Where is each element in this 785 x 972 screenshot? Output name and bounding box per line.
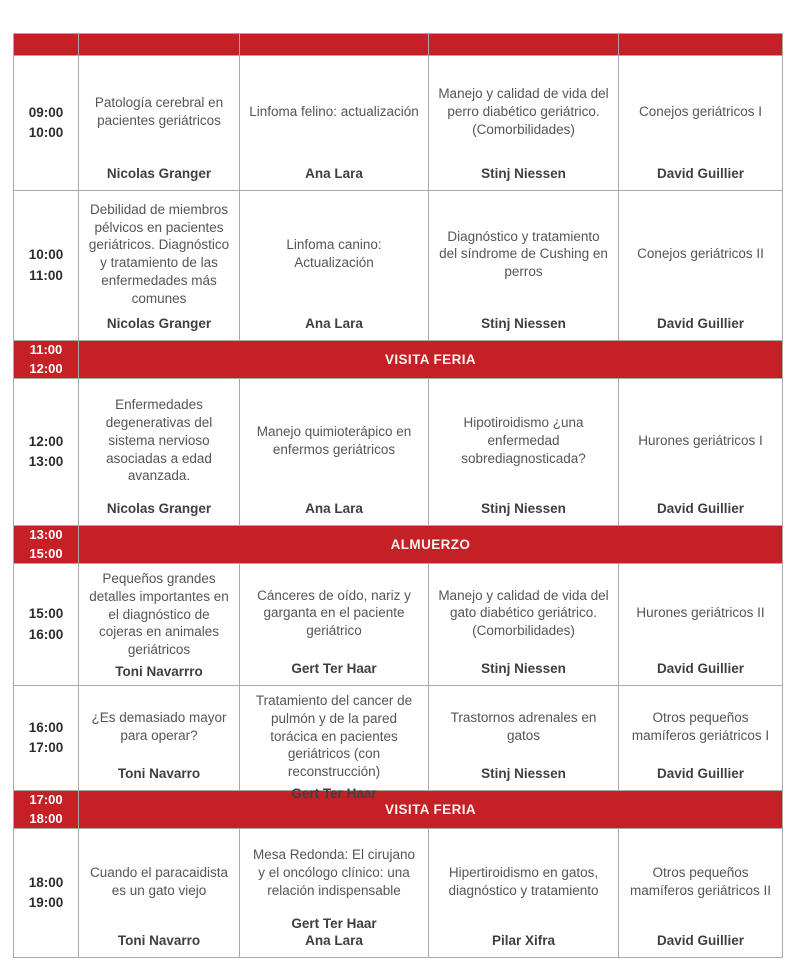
- time-text: 12:00: [29, 360, 63, 376]
- banner-row: [14, 341, 783, 379]
- session-title: Manejo y calidad de vida del gato diabético geriátrico. (Comorbilidades): [438, 587, 609, 639]
- session-cell: [240, 564, 429, 686]
- time-slot: [14, 791, 79, 829]
- session-cell-content: [79, 191, 239, 340]
- session-cell-content: [79, 829, 239, 957]
- session-cell-content: [619, 829, 782, 957]
- session-title-area: [429, 191, 618, 313]
- time-text: 16:00: [28, 719, 64, 735]
- speaker-name: Stinj Niessen: [481, 766, 566, 782]
- session-title: Cánceres de oído, nariz y garganta en el paciente geriátrico: [257, 587, 411, 639]
- session-cell-content: [79, 564, 239, 685]
- session-cell: [429, 379, 619, 526]
- session-speakers: [429, 313, 618, 340]
- session-title: Manejo y calidad de vida del perro diabético geriátrico. (Comorbilidades): [438, 86, 609, 137]
- schedule-table: [13, 33, 783, 958]
- speaker-name: Nicolas Granger: [106, 316, 212, 332]
- speaker-name: Gert Ter Haar: [291, 915, 377, 931]
- time-text: 19:00: [28, 895, 64, 910]
- session-cell-content: [240, 686, 428, 802]
- session-title-area: [429, 564, 618, 658]
- speaker-name: Stinj Niessen: [481, 166, 566, 182]
- session-speakers: [429, 163, 618, 190]
- speaker-name: Stinj Niessen: [481, 316, 566, 332]
- speaker-name: Nicolas Granger: [106, 501, 212, 517]
- session-speakers: [619, 658, 782, 685]
- time-slot: [14, 379, 79, 526]
- session-cell: [79, 191, 240, 341]
- speaker-name: David Guillier: [656, 933, 745, 949]
- session-cell: [619, 829, 783, 958]
- session-cell-content: [79, 56, 239, 190]
- session-cell: [79, 829, 240, 958]
- session-cell: [619, 379, 783, 526]
- session-speakers: [79, 763, 239, 790]
- session-cell: [429, 686, 619, 791]
- time-text: 11:00: [29, 342, 63, 358]
- time-text: 10:00: [28, 247, 64, 263]
- session-title: Linfoma canino: Actualización: [286, 237, 382, 271]
- header-cell-time: [14, 34, 79, 56]
- session-speakers: [79, 930, 239, 957]
- banner-label: ALMUERZO: [79, 526, 783, 564]
- session-title-area: [240, 56, 428, 163]
- time-text: 13:00: [29, 527, 63, 543]
- session-title: Tratamiento del cancer de pulmón y de la pared torácica en pacientes geriátricos (con reconstrucción): [255, 693, 413, 780]
- session-cell: [429, 564, 619, 686]
- session-speakers: [79, 163, 239, 190]
- header-cell-track-4: [619, 34, 783, 56]
- session-title: Manejo quimioterápico en enfermos geriátricos: [256, 423, 412, 457]
- session-speakers: [429, 498, 618, 525]
- session-title-area: [619, 191, 782, 313]
- session-cell-content: [619, 191, 782, 340]
- session-cell-content: [240, 379, 428, 525]
- session-row: [14, 56, 783, 191]
- session-cell-content: [79, 686, 239, 790]
- header-cell-track-3: [429, 34, 619, 56]
- time-text: 12:00: [28, 433, 64, 449]
- time-text: 09:00: [28, 104, 64, 120]
- session-title-area: [619, 56, 782, 163]
- session-cell: [79, 379, 240, 526]
- session-cell-content: [240, 56, 428, 190]
- speaker-name: David Guillier: [656, 316, 745, 332]
- session-cell: [619, 191, 783, 341]
- session-cell-content: [79, 379, 239, 525]
- session-title-area: [79, 564, 239, 661]
- session-cell-content: [240, 191, 428, 340]
- session-speakers: [240, 658, 428, 685]
- banner-label: VISITA FERIA: [79, 791, 783, 829]
- session-speakers: [619, 163, 782, 190]
- session-title-area: [429, 56, 618, 163]
- session-title-area: [79, 379, 239, 498]
- speaker-name: Ana Lara: [305, 316, 363, 332]
- session-speakers: [619, 498, 782, 525]
- header-row: [14, 34, 783, 56]
- session-title-area: [619, 686, 782, 763]
- session-title: Pequeños grandes detalles importantes en el diagnóstico de cojeras en animales geriátricos: [89, 571, 229, 658]
- session-cell: [79, 56, 240, 191]
- speaker-name: Ana Lara: [305, 166, 363, 182]
- session-title: Otros pequeños mamíferos geriátricos I: [631, 709, 770, 743]
- session-cell: [240, 379, 429, 526]
- session-cell-content: [429, 686, 618, 790]
- session-row: [14, 191, 783, 341]
- schedule-body: [14, 56, 783, 958]
- session-title-area: [429, 829, 618, 930]
- header-cell-track-1: [79, 34, 240, 56]
- speaker-name: Stinj Niessen: [481, 501, 566, 517]
- speaker-name: Pilar Xifra: [491, 933, 556, 949]
- session-title-area: [619, 829, 782, 930]
- time-text: 13:00: [28, 454, 64, 469]
- session-title-area: [619, 564, 782, 658]
- session-cell: [619, 56, 783, 191]
- time-text: 11:00: [29, 267, 63, 283]
- session-cell: [429, 191, 619, 341]
- session-title: Mesa Redonda: El cirujano y el oncólogo clínico: una relación indispensable: [252, 847, 416, 898]
- time-text: 17:00: [29, 792, 63, 808]
- time-slot: [14, 686, 79, 791]
- session-cell: [240, 686, 429, 802]
- session-title: Otros pequeños mamíferos geriátricos II: [629, 864, 772, 898]
- time-text: 15:00: [28, 606, 64, 622]
- time-slot: [14, 341, 79, 379]
- session-title: Hipotiroidismo ¿una enfermedad sobrediagnosticada?: [461, 415, 586, 466]
- time-slot: [14, 56, 79, 191]
- session-cell: [619, 564, 783, 686]
- session-title-area: [240, 191, 428, 313]
- time-slot: [14, 191, 79, 341]
- session-speakers: [240, 313, 428, 340]
- session-cell-content: [619, 379, 782, 525]
- session-cell-content: [240, 829, 428, 957]
- session-speakers: [79, 661, 239, 688]
- session-title: Enfermedades degenerativas del sistema nervioso asociadas a edad avanzada.: [105, 397, 213, 484]
- time-text: 15:00: [29, 545, 63, 561]
- session-title-area: [429, 686, 618, 763]
- session-title: Trastornos adrenales en gatos: [450, 709, 597, 743]
- session-cell: [240, 56, 429, 191]
- session-speakers: [429, 658, 618, 685]
- speaker-name: Toni Navarrro: [115, 664, 203, 680]
- session-cell-content: [429, 379, 618, 525]
- session-title: Conejos geriátricos I: [638, 103, 763, 119]
- session-row: [14, 829, 783, 958]
- session-title-area: [240, 564, 428, 658]
- session-speakers: [429, 930, 618, 957]
- speaker-name: Gert Ter Haar: [291, 661, 377, 677]
- session-cell-content: [429, 56, 618, 190]
- session-title: Linfoma felino: actualización: [249, 103, 419, 119]
- time-text: 18:00: [28, 874, 64, 890]
- time-slot: [14, 829, 79, 958]
- banner-row: [14, 526, 783, 564]
- session-title: Diagnóstico y tratamiento del síndrome de Cushing en perros: [439, 228, 608, 280]
- speaker-name: Stinj Niessen: [481, 661, 566, 677]
- session-cell: [240, 191, 429, 341]
- banner-label: VISITA FERIA: [79, 341, 783, 379]
- session-speakers: [79, 313, 239, 340]
- session-cell-content: [619, 564, 782, 685]
- session-speakers: [240, 913, 428, 957]
- speaker-name: Gert Ter Haar: [291, 786, 377, 802]
- session-cell: [429, 829, 619, 958]
- session-row: [14, 379, 783, 526]
- speaker-name: David Guillier: [656, 766, 745, 782]
- session-title: Cuando el paracaidista es un gato viejo: [89, 864, 229, 898]
- session-title-area: [79, 686, 239, 763]
- session-title: ¿Es demasiado mayor para operar?: [91, 709, 227, 743]
- session-cell-content: [619, 56, 782, 190]
- time-text: 18:00: [29, 810, 63, 826]
- session-cell-content: [240, 564, 428, 685]
- session-cell: [240, 829, 429, 958]
- session-title: Debilidad de miembros pélvicos en pacientes geriátricos. Diagnóstico y tratamiento de las enfermedades más comunes: [88, 201, 230, 306]
- session-title: Hurones geriátricos II: [636, 605, 765, 621]
- session-speakers: [619, 313, 782, 340]
- session-title-area: [429, 379, 618, 498]
- time-text: 10:00: [28, 125, 64, 140]
- session-title-area: [79, 56, 239, 163]
- session-cell: [79, 564, 240, 686]
- speaker-name: Toni Navarro: [117, 933, 201, 949]
- time-slot: [14, 526, 79, 564]
- session-cell-content: [429, 829, 618, 957]
- session-cell-content: [619, 686, 782, 790]
- time-text: 16:00: [28, 626, 64, 642]
- session-title-area: [240, 686, 428, 783]
- speaker-name: Ana Lara: [305, 501, 363, 517]
- session-speakers: [240, 498, 428, 525]
- session-speakers: [619, 930, 782, 957]
- session-cell: [619, 686, 783, 791]
- session-title-area: [79, 829, 239, 930]
- session-title: Hipertiroidismo en gatos, diagnóstico y tratamiento: [448, 864, 599, 898]
- speaker-name: Nicolas Granger: [106, 166, 212, 182]
- session-speakers: [79, 498, 239, 525]
- session-speakers: [619, 763, 782, 790]
- speaker-name: Toni Navarro: [117, 766, 201, 782]
- session-title: Hurones geriátricos I: [638, 432, 763, 448]
- speaker-name: David Guillier: [656, 166, 745, 182]
- session-cell-content: [429, 564, 618, 685]
- time-slot: [14, 564, 79, 686]
- session-title-area: [79, 191, 239, 313]
- session-title-area: [240, 829, 428, 913]
- time-text: 17:00: [28, 740, 64, 755]
- session-speakers: [240, 163, 428, 190]
- session-cell: [79, 686, 240, 791]
- session-title-area: [619, 379, 782, 498]
- session-cell: [429, 56, 619, 191]
- session-row: [14, 686, 783, 791]
- speaker-name: David Guillier: [656, 501, 745, 517]
- session-cell-content: [429, 191, 618, 340]
- session-speakers: [429, 763, 618, 790]
- speaker-name: Ana Lara: [305, 933, 363, 949]
- session-title: Conejos geriátricos II: [637, 246, 764, 262]
- session-title-area: [240, 379, 428, 498]
- speaker-name: David Guillier: [656, 661, 745, 677]
- header-cell-track-2: [240, 34, 429, 56]
- session-row: [14, 564, 783, 686]
- session-title: Patología cerebral en pacientes geriátricos: [94, 94, 224, 128]
